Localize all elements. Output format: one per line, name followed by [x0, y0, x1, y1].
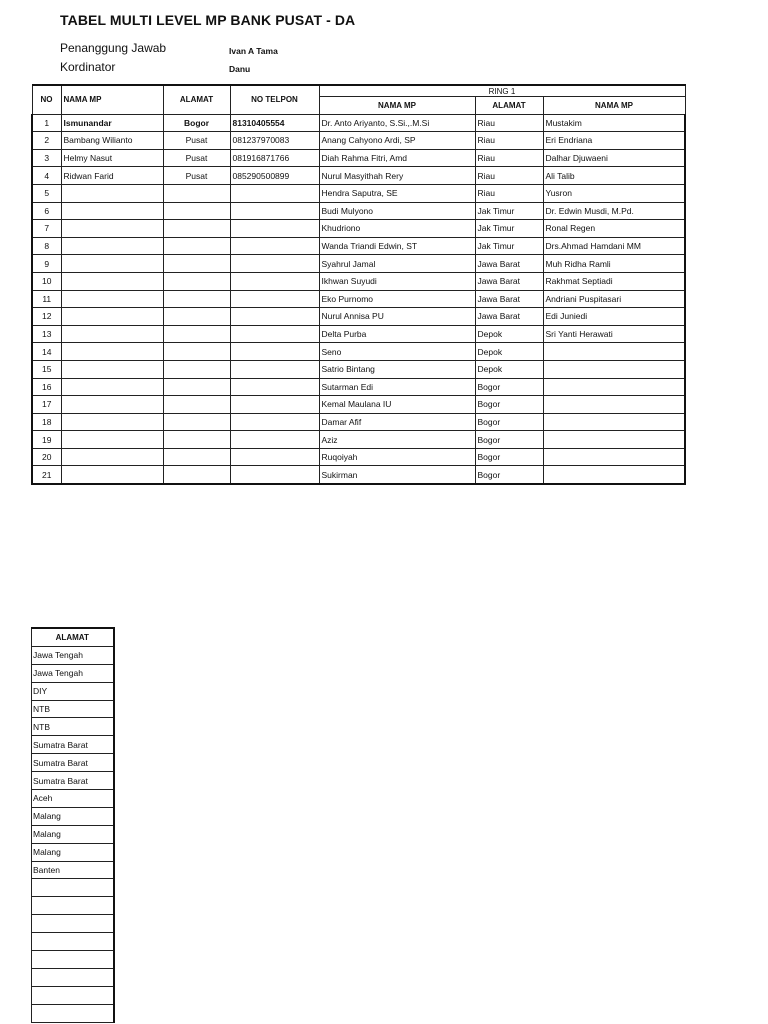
penanggung-jawab-label: Penanggung Jawab	[60, 41, 167, 55]
cell-no-telpon: 085290500899	[230, 167, 319, 185]
cell-ring-nama-mp-2: Mustakim	[543, 114, 685, 132]
cell-no: 9	[32, 255, 61, 273]
list-item	[32, 700, 114, 718]
cell-alamat	[163, 272, 230, 290]
cell-nama-mp	[61, 255, 163, 273]
cell-no-telpon	[230, 360, 319, 378]
page-title: TABEL MULTI LEVEL MP BANK PUSAT - DA	[60, 12, 356, 28]
cell-ring-alamat: Riau	[475, 149, 543, 167]
list-item	[32, 682, 114, 700]
cell-ring-nama-mp: Hendra Saputra, SE	[319, 184, 475, 202]
cell-ring-alamat: Depok	[475, 343, 543, 361]
cell-ring-alamat: Jawa Barat	[475, 255, 543, 273]
cell-nama-mp	[61, 378, 163, 396]
cell-alamat	[163, 378, 230, 396]
cell-alamat	[163, 290, 230, 308]
list-item	[32, 968, 114, 986]
cell-ring-nama-mp: Aziz	[319, 431, 475, 449]
cell-no: 13	[32, 325, 61, 343]
table-row	[32, 132, 685, 150]
cell-ring-nama-mp: Kemal Maulana IU	[319, 396, 475, 414]
cell-ring-alamat: Jawa Barat	[475, 290, 543, 308]
list-item	[32, 897, 114, 915]
table-row	[32, 413, 685, 431]
cell-nama-mp	[61, 413, 163, 431]
list-item	[32, 807, 114, 825]
cell-ring-nama-mp-2	[543, 466, 685, 484]
table-row	[32, 466, 685, 484]
cell-ring-nama-mp-2: Andriani Puspitasari	[543, 290, 685, 308]
cell-no: 15	[32, 360, 61, 378]
cell-alamat-side: Jawa Tengah	[32, 664, 114, 682]
cell-alamat-side: Sumatra Barat	[32, 736, 114, 754]
cell-ring-nama-mp-2: Dalhar Djuwaeni	[543, 149, 685, 167]
header-ring-nama-mp-2: NAMA MP	[543, 97, 685, 115]
koordinator-label: Kordinator	[60, 60, 116, 74]
mp-table	[31, 84, 686, 485]
cell-nama-mp	[61, 220, 163, 238]
cell-no: 11	[32, 290, 61, 308]
cell-nama-mp	[61, 325, 163, 343]
cell-no: 19	[32, 431, 61, 449]
cell-alamat	[163, 448, 230, 466]
cell-alamat-side: NTB	[32, 700, 114, 718]
cell-alamat	[163, 413, 230, 431]
cell-ring-nama-mp-2	[543, 360, 685, 378]
cell-no: 18	[32, 413, 61, 431]
cell-ring-nama-mp: Anang Cahyono Ardi, SP	[319, 132, 475, 150]
cell-ring-alamat: Bogor	[475, 431, 543, 449]
cell-alamat-side: Malang	[32, 825, 114, 843]
cell-nama-mp: Ismunandar	[61, 114, 163, 132]
cell-alamat-side: DIY	[32, 682, 114, 700]
cell-alamat	[163, 202, 230, 220]
cell-alamat	[163, 255, 230, 273]
koordinator-value: Danu	[229, 64, 251, 74]
table-row	[32, 255, 685, 273]
cell-no: 17	[32, 396, 61, 414]
cell-no: 2	[32, 132, 61, 150]
cell-nama-mp	[61, 237, 163, 255]
cell-nama-mp	[61, 360, 163, 378]
cell-ring-nama-mp-2: Eri Endriana	[543, 132, 685, 150]
cell-alamat: Pusat	[163, 132, 230, 150]
cell-alamat: Pusat	[163, 167, 230, 185]
cell-alamat	[163, 343, 230, 361]
list-item	[32, 933, 114, 951]
list-item	[32, 879, 114, 897]
penanggung-jawab-value: Ivan A Tama	[229, 46, 278, 56]
cell-alamat-side: Sumatra Barat	[32, 754, 114, 772]
list-item	[32, 1004, 114, 1022]
cell-ring-nama-mp-2: Drs.Ahmad Hamdani MM	[543, 237, 685, 255]
list-item	[32, 772, 114, 790]
table-row	[32, 343, 685, 361]
cell-ring-nama-mp: Damar Afif	[319, 413, 475, 431]
cell-ring-nama-mp-2	[543, 343, 685, 361]
cell-ring-alamat: Jawa Barat	[475, 272, 543, 290]
cell-ring-nama-mp: Diah Rahma Fitri, Amd	[319, 149, 475, 167]
cell-ring-nama-mp: Nurul Annisa PU	[319, 308, 475, 326]
cell-nama-mp	[61, 343, 163, 361]
cell-ring-alamat: Depok	[475, 360, 543, 378]
cell-alamat-side: Malang	[32, 807, 114, 825]
header-ring1: RING 1	[319, 85, 685, 97]
cell-ring-nama-mp: Khudriono	[319, 220, 475, 238]
header-ring-alamat: ALAMAT	[475, 97, 543, 115]
cell-ring-alamat: Riau	[475, 114, 543, 132]
cell-alamat	[163, 237, 230, 255]
cell-no: 4	[32, 167, 61, 185]
cell-ring-nama-mp-2: Dr. Edwin Musdi, M.Pd.	[543, 202, 685, 220]
cell-nama-mp: Ridwan Farid	[61, 167, 163, 185]
cell-ring-nama-mp: Satrio Bintang	[319, 360, 475, 378]
cell-ring-nama-mp-2: Ali Talib	[543, 167, 685, 185]
header-ring-nama-mp: NAMA MP	[319, 97, 475, 115]
list-item	[32, 790, 114, 808]
cell-no-telpon	[230, 202, 319, 220]
cell-alamat	[163, 396, 230, 414]
cell-ring-nama-mp: Wanda Triandi Edwin, ST	[319, 237, 475, 255]
cell-nama-mp	[61, 431, 163, 449]
table-row	[32, 167, 685, 185]
cell-alamat	[163, 466, 230, 484]
header-no: NO	[32, 85, 61, 114]
table-row	[32, 396, 685, 414]
cell-alamat-side	[32, 897, 114, 915]
cell-alamat-side: Jawa Tengah	[32, 646, 114, 664]
cell-ring-alamat: Riau	[475, 132, 543, 150]
table-row	[32, 272, 685, 290]
cell-alamat-side: Sumatra Barat	[32, 772, 114, 790]
list-item	[32, 736, 114, 754]
cell-ring-nama-mp-2	[543, 396, 685, 414]
cell-ring-alamat: Riau	[475, 167, 543, 185]
header-nama-mp: NAMA MP	[61, 85, 163, 114]
cell-no: 20	[32, 448, 61, 466]
cell-alamat-side	[32, 879, 114, 897]
cell-alamat-side: Aceh	[32, 790, 114, 808]
cell-no-telpon	[230, 290, 319, 308]
cell-ring-nama-mp: Nurul Masyithah Rery	[319, 167, 475, 185]
list-item	[32, 951, 114, 969]
cell-no-telpon	[230, 325, 319, 343]
cell-alamat	[163, 360, 230, 378]
cell-ring-nama-mp: Ikhwan Suyudi	[319, 272, 475, 290]
cell-ring-alamat: Jak Timur	[475, 220, 543, 238]
cell-alamat-side: NTB	[32, 718, 114, 736]
cell-alamat-side	[32, 933, 114, 951]
table-row	[32, 114, 685, 132]
cell-alamat: Bogor	[163, 114, 230, 132]
table-row	[32, 184, 685, 202]
cell-ring-nama-mp: Sutarman Edi	[319, 378, 475, 396]
cell-ring-alamat: Jak Timur	[475, 202, 543, 220]
cell-no-telpon	[230, 272, 319, 290]
cell-ring-alamat: Riau	[475, 184, 543, 202]
cell-ring-nama-mp-2: Yusron	[543, 184, 685, 202]
cell-alamat-side	[32, 968, 114, 986]
cell-ring-nama-mp: Dr. Anto Ariyanto, S.Si.,.M.Si	[319, 114, 475, 132]
cell-no-telpon	[230, 237, 319, 255]
table-row	[32, 202, 685, 220]
cell-nama-mp	[61, 290, 163, 308]
cell-ring-nama-mp: Sukirman	[319, 466, 475, 484]
cell-ring-alamat: Jak Timur	[475, 237, 543, 255]
cell-no-telpon	[230, 431, 319, 449]
cell-nama-mp	[61, 272, 163, 290]
cell-ring-alamat: Bogor	[475, 413, 543, 431]
cell-no: 21	[32, 466, 61, 484]
table-row	[32, 290, 685, 308]
cell-alamat: Pusat	[163, 149, 230, 167]
cell-no-telpon	[230, 396, 319, 414]
cell-ring-nama-mp-2	[543, 431, 685, 449]
cell-ring-nama-mp-2: Edi Juniedi	[543, 308, 685, 326]
cell-no-telpon	[230, 413, 319, 431]
cell-nama-mp: Helmy Nasut	[61, 149, 163, 167]
cell-alamat-side: Malang	[32, 843, 114, 861]
alamat-table	[31, 627, 115, 1023]
cell-no-telpon	[230, 220, 319, 238]
side-header-alamat: ALAMAT	[32, 628, 114, 646]
list-item	[32, 825, 114, 843]
cell-no: 14	[32, 343, 61, 361]
cell-no: 10	[32, 272, 61, 290]
cell-no-telpon	[230, 255, 319, 273]
cell-ring-nama-mp: Eko Purnomo	[319, 290, 475, 308]
cell-no-telpon	[230, 184, 319, 202]
list-item	[32, 843, 114, 861]
list-item	[32, 861, 114, 879]
cell-alamat	[163, 184, 230, 202]
cell-no: 8	[32, 237, 61, 255]
cell-no-telpon	[230, 466, 319, 484]
table-row	[32, 308, 685, 326]
cell-ring-nama-mp: Budi Mulyono	[319, 202, 475, 220]
cell-ring-nama-mp-2	[543, 448, 685, 466]
cell-nama-mp	[61, 184, 163, 202]
cell-alamat	[163, 431, 230, 449]
cell-ring-nama-mp: Seno	[319, 343, 475, 361]
list-item	[32, 915, 114, 933]
table-row	[32, 220, 685, 238]
table-row	[32, 448, 685, 466]
cell-nama-mp	[61, 396, 163, 414]
cell-ring-alamat: Bogor	[475, 396, 543, 414]
cell-no: 16	[32, 378, 61, 396]
cell-alamat-side	[32, 915, 114, 933]
cell-alamat	[163, 325, 230, 343]
cell-no: 3	[32, 149, 61, 167]
cell-ring-nama-mp-2	[543, 378, 685, 396]
cell-no-telpon: 81310405554	[230, 114, 319, 132]
cell-nama-mp	[61, 202, 163, 220]
cell-nama-mp	[61, 448, 163, 466]
cell-no-telpon	[230, 448, 319, 466]
cell-no-telpon	[230, 343, 319, 361]
cell-ring-alamat: Depok	[475, 325, 543, 343]
cell-nama-mp	[61, 466, 163, 484]
table-row	[32, 431, 685, 449]
list-item	[32, 664, 114, 682]
cell-no-telpon: 081916871766	[230, 149, 319, 167]
cell-ring-alamat: Bogor	[475, 466, 543, 484]
cell-ring-alamat: Jawa Barat	[475, 308, 543, 326]
list-item	[32, 718, 114, 736]
list-item	[32, 646, 114, 664]
cell-no: 6	[32, 202, 61, 220]
cell-no: 12	[32, 308, 61, 326]
table-row	[32, 325, 685, 343]
table-row	[32, 237, 685, 255]
cell-nama-mp	[61, 308, 163, 326]
cell-ring-nama-mp-2: Ronal Regen	[543, 220, 685, 238]
cell-ring-nama-mp: Delta Purba	[319, 325, 475, 343]
list-item	[32, 986, 114, 1004]
header-no-telpon: NO TELPON	[230, 85, 319, 114]
cell-alamat	[163, 308, 230, 326]
header-alamat: ALAMAT	[163, 85, 230, 114]
list-item	[32, 754, 114, 772]
cell-alamat-side	[32, 951, 114, 969]
table-row	[32, 149, 685, 167]
cell-ring-nama-mp-2: Sri Yanti Herawati	[543, 325, 685, 343]
cell-ring-nama-mp-2	[543, 413, 685, 431]
cell-alamat-side	[32, 1004, 114, 1022]
cell-ring-nama-mp-2: Muh Ridha Ramli	[543, 255, 685, 273]
cell-no-telpon: 081237970083	[230, 132, 319, 150]
cell-no-telpon	[230, 308, 319, 326]
cell-ring-nama-mp-2: Rakhmat Septiadi	[543, 272, 685, 290]
cell-no: 5	[32, 184, 61, 202]
cell-alamat-side	[32, 986, 114, 1004]
cell-ring-alamat: Bogor	[475, 448, 543, 466]
cell-ring-nama-mp: Syahrul Jamal	[319, 255, 475, 273]
cell-no: 1	[32, 114, 61, 132]
cell-ring-nama-mp: Ruqoiyah	[319, 448, 475, 466]
cell-no: 7	[32, 220, 61, 238]
cell-ring-alamat: Bogor	[475, 378, 543, 396]
cell-alamat	[163, 220, 230, 238]
cell-no-telpon	[230, 378, 319, 396]
cell-nama-mp: Bambang Wilianto	[61, 132, 163, 150]
table-row	[32, 360, 685, 378]
cell-alamat-side: Banten	[32, 861, 114, 879]
table-row	[32, 378, 685, 396]
